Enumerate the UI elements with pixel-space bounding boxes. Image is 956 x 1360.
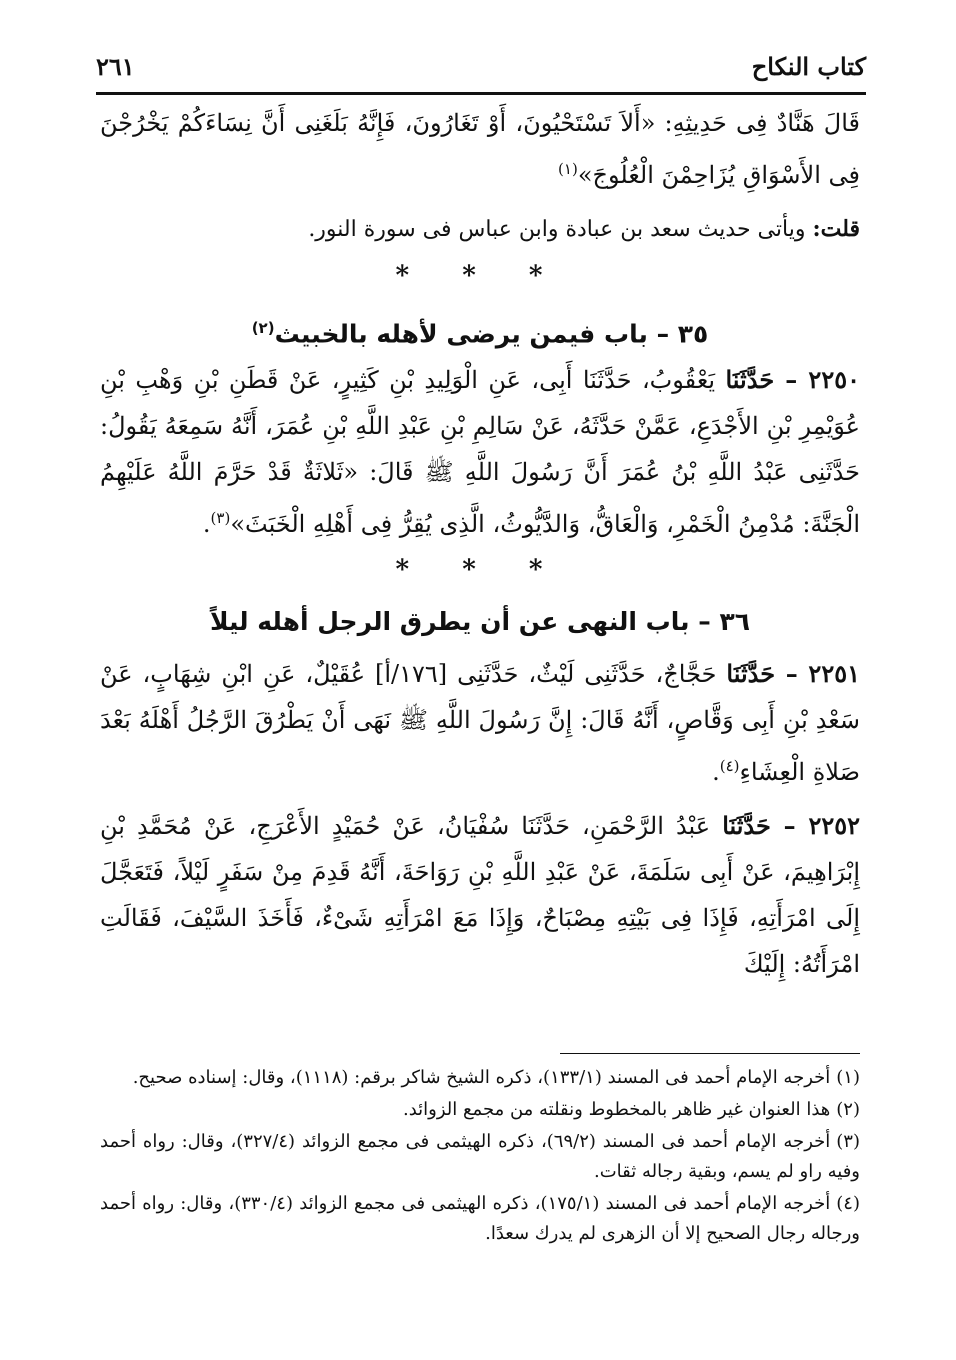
hadith-2252-lead: – حَدَّثَنَا bbox=[722, 811, 809, 840]
header-rule bbox=[96, 92, 866, 95]
editor-note-text: ويأتى حديث سعد بن عبادة وابن عباس فى سورة النور. bbox=[308, 217, 813, 242]
hadith-2251-lead: – حَدَّثَنَا bbox=[726, 659, 809, 688]
footnote-3-number: (٣) bbox=[836, 1131, 860, 1152]
book-title: كتاب النكاح bbox=[751, 52, 866, 81]
page-number: ٢٦١ bbox=[96, 52, 135, 81]
footnote-3 bbox=[100, 1127, 860, 1187]
hadith-2252-text: عَبْدُ الرَّحْمَنِ، حَدَّثَنَا سُفْيَانُ، عَنْ حُمَيْدٍ الأَعْرَجِ، عَنْ مُحَمَّدِ بْنِ إِبْرَاهِيمَ، عَنْ أَبِى سَلَمَةَ، عَنْ عَبْدِ اللَّهِ بْنِ رَوَاحَةَ، أَنَّهُ قَدِمَ مِنْ سَفَرٍ لَيْلاً، فَتَعَجَّلَ إِلَى امْرَأَتِهِ، فَإِذَا فِى بَيْتِهِ مِصْبَاحٌ، وَإِذَا مَعَ امْرَأَتِهِ شَىْءٌ، فَأَخَذَ السَّيْفَ، فَقَالَتِ امْرَأَتُهُ: إِلَيْكَ bbox=[100, 812, 860, 978]
chapter-36-title: ٣٦ – باب النهى عن أن يطرق الرجل أهله ليلاً bbox=[209, 607, 751, 636]
footnote-1-text: أخرجه الإمام أحمد فى المسند (١٣٣/١)، ذكره الشيخ شاكر برقم: (١١١٨)، وقال: إسناده صحيح. bbox=[132, 1067, 831, 1088]
hadith-2251-tail: . bbox=[712, 758, 720, 786]
hadith-2250-tail: . bbox=[202, 510, 211, 538]
footnote-4 bbox=[100, 1189, 860, 1249]
footnote-2-text: هذا العنوان غير ظاهر بالمخطوط ونقلته من مجمع الزوائد. bbox=[402, 1099, 831, 1120]
hadith-2250 bbox=[100, 357, 860, 547]
footnotes bbox=[100, 1063, 860, 1251]
separator-1: * * * bbox=[395, 261, 565, 291]
footnote-ref-2: (٢) bbox=[251, 319, 275, 337]
hadith-2250-number: ٢٢٥٠ bbox=[808, 365, 860, 394]
separator-2: * * * bbox=[395, 555, 565, 585]
chapter-heading-35 bbox=[100, 299, 860, 357]
footnote-4-text: أخرجه الإمام أحمد فى المسند (١٧٥/١)، ذكره الهيثمى فى مجمع الزوائد (٣٣٠/٤)، وقال: رواه أحمد ورجاله رجال الصحيح إلا أن الزهرى لم يدرك سعدًا. bbox=[100, 1193, 860, 1244]
editor-note-label: قلت: bbox=[812, 216, 860, 242]
continuation-paragraph bbox=[100, 100, 860, 198]
footnote-2-number: (٢) bbox=[836, 1099, 860, 1120]
hadith-2251 bbox=[100, 651, 860, 795]
paragraph-gap bbox=[100, 795, 860, 803]
footnote-rule bbox=[560, 1053, 860, 1054]
footnote-ref-1: (١) bbox=[558, 160, 578, 178]
continuation-text: قَالَ هَنَّادٌ فِى حَدِيثِهِ: «أَلاَ تَسْتَحْيُونَ، أَوْ تَغَارُونَ، فَإِنَّهُ بَلَغَنِى أَنَّ نِسَاءَكُمْ يَخْرُجْنَ فِى الأَسْوَاقِ يُزَاحِمْنَ الْعُلُوجَ» bbox=[100, 109, 860, 189]
running-header bbox=[96, 52, 866, 92]
hadith-2250-lead: – حَدَّثَنَا bbox=[725, 365, 809, 394]
editor-note bbox=[100, 206, 860, 253]
footnote-4-number: (٤) bbox=[836, 1193, 860, 1214]
footnote-2 bbox=[100, 1095, 860, 1125]
main-text bbox=[100, 100, 860, 987]
footnote-ref-3: (٣) bbox=[210, 509, 231, 527]
hadith-2252 bbox=[100, 803, 860, 987]
hadith-2252-number: ٢٢٥٢ bbox=[808, 811, 860, 840]
footnote-1 bbox=[100, 1063, 860, 1093]
hadith-2250-text: يَعْقُوبُ، حَدَّثَنَا أَبِى، عَنِ الْوَلِيدِ بْنِ كَثِيرٍ، عَنْ قَطَنِ بْنِ وَهْبِ بْنِ عُوَيْمِرِ بْنِ الأَجْدَعِ، عَمَّنْ حَدَّثَهُ، عَنْ سَالِمِ بْنِ عَبْدِ اللَّهِ بْنِ عُمَرَ، أَنَّهُ سَمِعَهُ يَقُولُ: حَدَّثَنِى عَبْدُ اللَّهِ بْنُ عُمَرَ أَنَّ رَسُولَ اللَّهِ ﷺ قَالَ: «ثَلاثَةٌ قَدْ حَرَّمَ اللَّهُ عَلَيْهِمُ الْجَنَّةَ: مُدْمِنُ الْخَمْرِ، وَالْعَاقُّ، وَالدَّيُّوثُ، الَّذِى يُقِرُّ فِى أَهْلِهِ الْخَبَثَ» bbox=[100, 366, 860, 538]
footnote-1-number: (١) bbox=[836, 1067, 860, 1088]
chapter-heading-36 bbox=[100, 593, 860, 651]
chapter-35-title: ٣٥ – باب فيمن يرضى لأهله بالخبيث bbox=[274, 319, 709, 349]
footnote-ref-4: (٤) bbox=[719, 757, 740, 775]
footnote-3-text: أخرجه الإمام أحمد فى المسند (٦٩/٢)، ذكره الهيثمى فى مجمع الزوائد (٣٢٧/٤)، وقال: رواه أحمد وفيه راو لم يسم، وبقية رجاله ثقات. bbox=[100, 1131, 860, 1182]
hadith-2251-number: ٢٢٥١ bbox=[808, 659, 860, 688]
hadith-2251-text: حَجَّاجٌ، حَدَّثَنِى لَيْثٌ، حَدَّثَنِى [١٧٦/أ] عُقَيْلٌ، عَنِ ابْنِ شِهَابٍ، عَنْ سَعْدِ بْنِ أَبِى وَقَّاصٍ، أَنَّهُ قَالَ: إِنَّ رَسُولَ اللَّهِ ﷺ نَهَى أَنْ يَطْرُقَ الرَّجُلُ أَهْلَهُ بَعْدَ صَلاةِ الْعِشَاءِ bbox=[100, 660, 860, 786]
